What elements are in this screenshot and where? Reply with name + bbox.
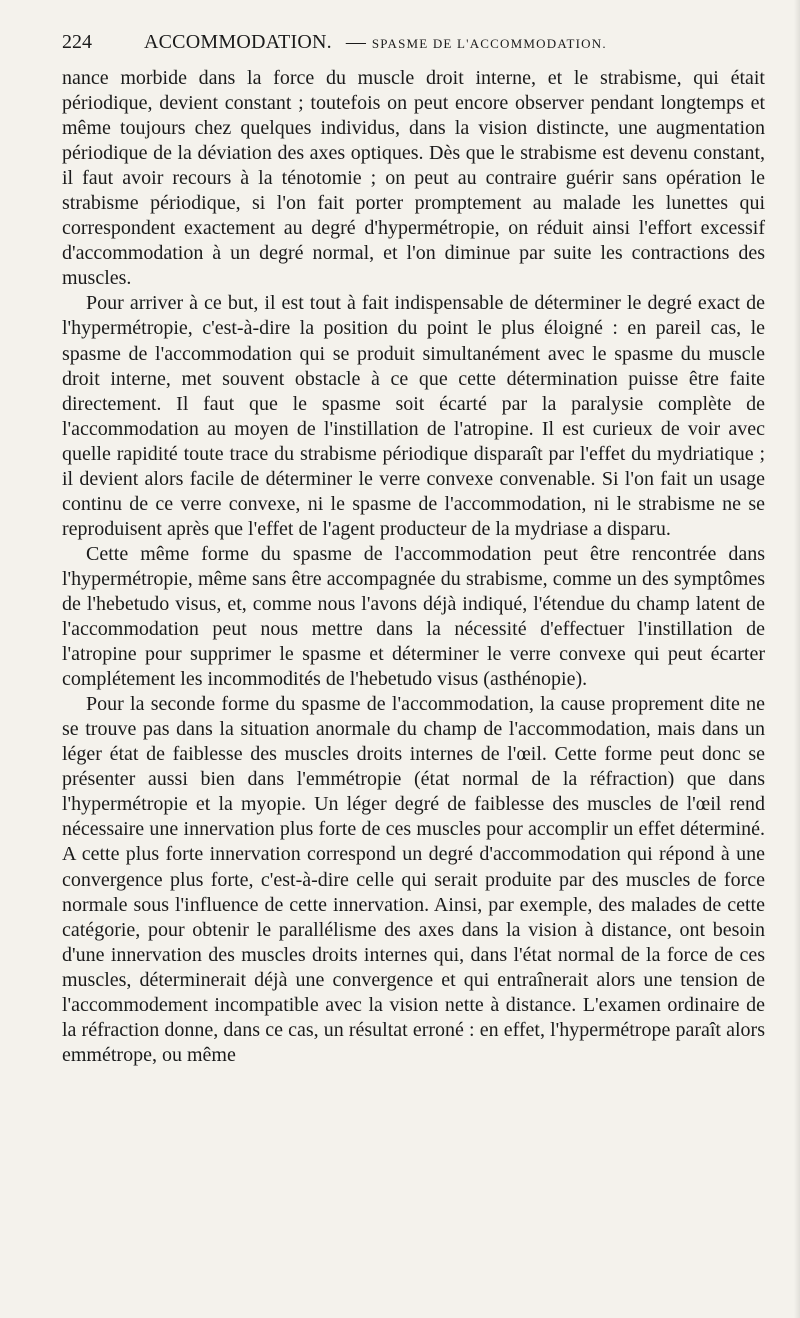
page-number: 224 bbox=[62, 31, 92, 53]
header-separator: — bbox=[345, 31, 366, 53]
running-title: ACCOMMODATION. bbox=[144, 31, 332, 53]
running-subtitle: SPASME DE L'ACCOMMODATION. bbox=[371, 36, 607, 51]
paragraph-4: Pour la seconde forme du spasme de l'accommodation, la cause proprement dite ne se trouve pas dans la situation anormale du champ de l'accommodation, mais dans un léger état de faiblesse des muscles droits internes de l'œil. Cette forme peut donc se présenter aussi bien dans l'emmétropie (état normal de la réfraction) que dans l'hypermétropie et la myopie. Un léger degré de faiblesse des muscles de l'œil rend nécessaire une innervation plus forte de ces muscles pour accomplir un effet déterminé. A cette plus forte innervation correspond un degré d'accommodation qui répond à une convergence plus forte, c'est-à-dire celle qui serait produite par des muscles de force normale sous l'influence de cette innervation. Ainsi, par exemple, des malades de cette catégorie, pour obtenir le parallélisme des axes dans la vision à distance, ont besoin d'une innervation des muscles droits internes qui, dans l'état normal de la force de ces muscles, déterminerait déjà une convergence et qui entraînerait alors une tension de l'accommodement incompatible avec la vision nette à distance. L'examen ordinaire de la réfraction donne, dans ce cas, un résultat erroné : en effet, l'hypermétrope paraît alors emmétrope, ou même bbox=[62, 693, 765, 1066]
page-edge-shadow bbox=[794, 0, 800, 1318]
body-text bbox=[62, 66, 765, 1068]
paragraph-3: Cette même forme du spasme de l'accommodation peut être rencontrée dans l'hypermétropie, même sans être accompagnée du strabisme, comme un des symptômes de l'hebetudo visus, et, comme nous l'avons déjà indiqué, l'étendue du champ latent de l'accommodation peut nous mettre dans la nécessité d'effectuer l'instillation de l'atropine pour supprimer le spasme et déterminer le verre convexe qui peut écarter complétement les incommodités de l'hebetudo visus (asthénopie). bbox=[62, 542, 765, 691]
paragraph-1: nance morbide dans la force du muscle droit interne, et le strabisme, qui était périodique, devient constant ; toutefois on peut encore observer pendant longtemps et même toujours chez quelques individus, dans la vision distincte, une augmentation périodique de la déviation des axes optiques. Dès que le strabisme est devenu constant, il faut avoir recours à la ténotomie ; on peut au contraire guérir sans opération le strabisme périodique, si l'on fait porter promptement au malade les lunettes qui correspondent exactement au degré d'hypermétropie, on réduit ainsi l'effort excessif d'accommodation à un degré normal, et l'on diminue par suite les contractions des muscles. bbox=[62, 67, 765, 290]
paragraph-2: Pour arriver à ce but, il est tout à fait indispensable de déterminer le degré exact de l'hypermétropie, c'est-à-dire la position du point le plus éloigné : en pareil cas, le spasme de l'accommodation qui se produit simultanément avec le spasme du muscle droit interne, met souvent obstacle à ce que cette détermination puisse être faite directement. Il faut que le spasme soit écarté par la paralysie complète de l'accommodation au moyen de l'instillation de l'atropine. Il est curieux de voir avec quelle rapidité toute trace du strabisme périodique disparaît par l'effet du mydriatique ; il devient alors facile de déterminer le verre convexe convenable. Si l'on fait un usage continu de ce verre convexe, ni le spasme de l'accommodation, ni le strabisme ne se reproduisent après que l'effet de l'agent producteur de la mydriase a disparu. bbox=[62, 292, 765, 540]
running-header bbox=[62, 28, 762, 58]
